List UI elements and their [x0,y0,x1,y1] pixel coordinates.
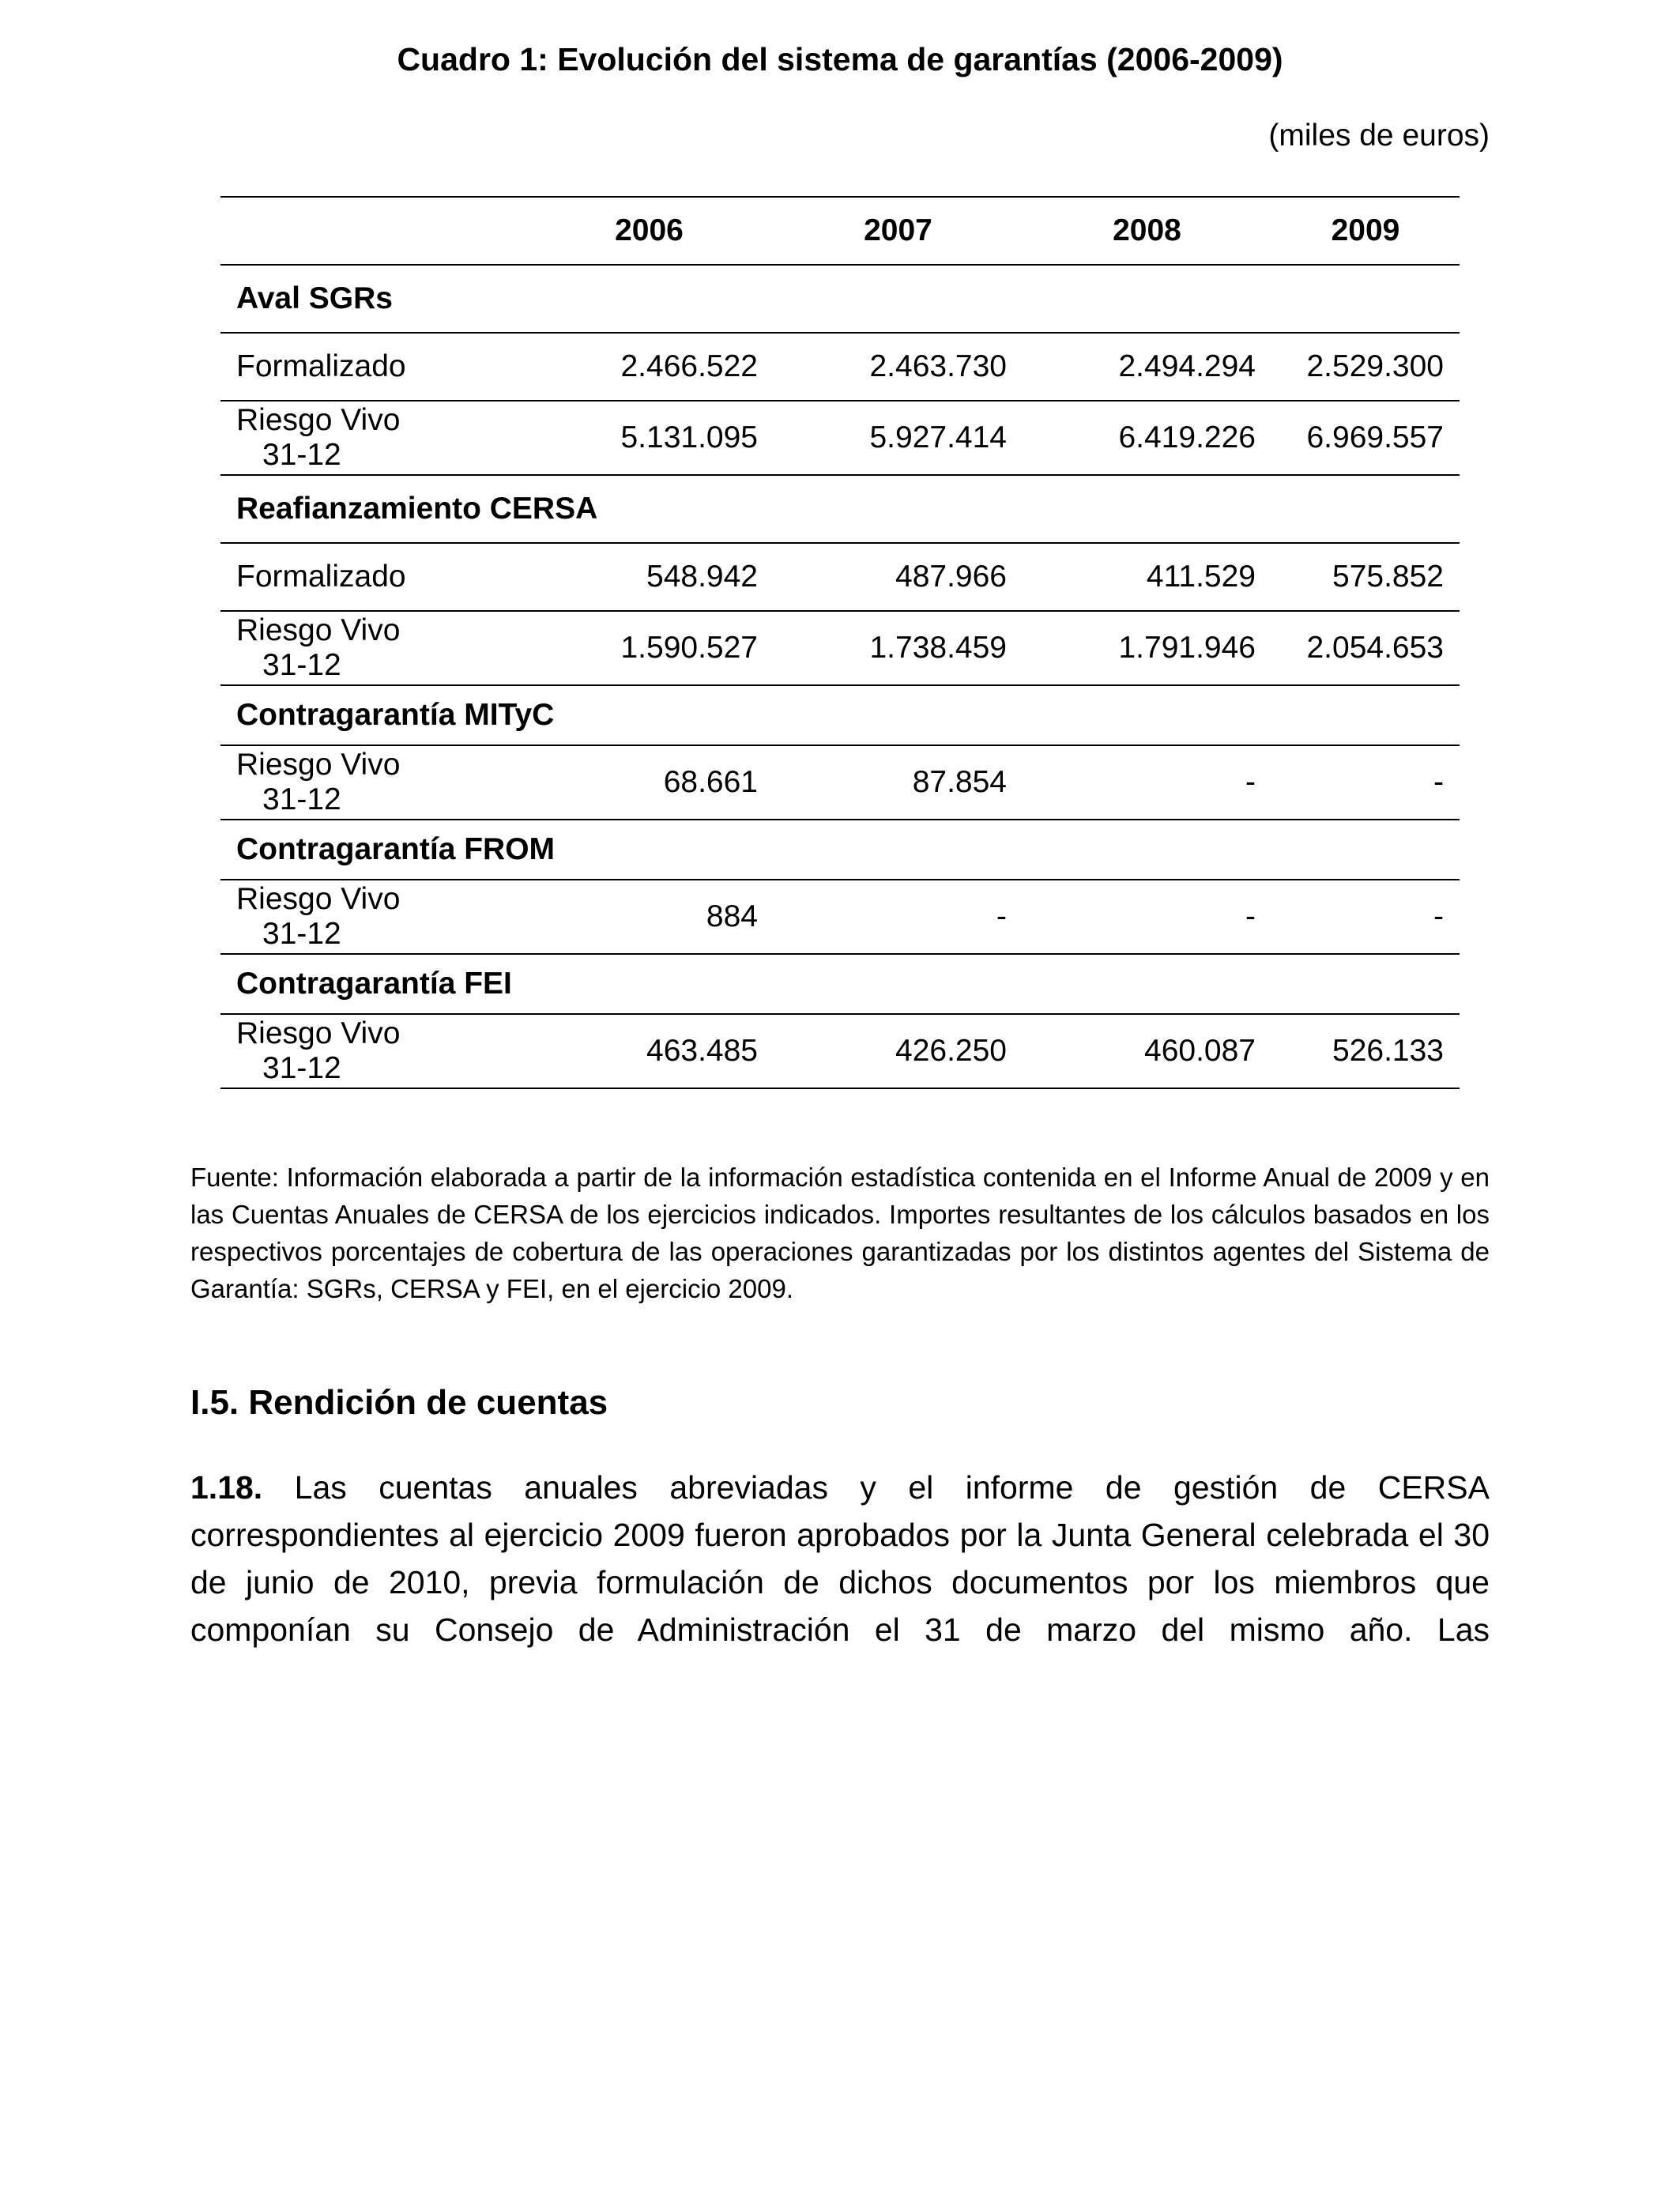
section-row [220,475,1460,543]
value-cell: 5.927.414 [774,401,1023,475]
value-cell: 68.661 [525,745,774,820]
value-cell: 460.087 [1023,1014,1271,1088]
value-cell: 5.131.095 [525,401,774,475]
row-label-date: 31-12 [262,648,341,682]
row-label-cell [220,401,525,475]
value-cell: - [1023,880,1271,954]
section-row [220,954,1460,1014]
table-row [220,543,1460,611]
value-cell: 6.419.226 [1023,401,1271,475]
table-row [220,880,1460,954]
section-row [220,685,1460,745]
value-cell: 548.942 [525,543,774,611]
section-heading: I.5. Rendición de cuentas [190,1383,608,1422]
header-year: 2008 [1023,197,1271,265]
row-label: Formalizado [236,560,406,594]
row-label: Formalizado [236,349,406,383]
table-title: Cuadro 1: Evolución del sistema de garantías (2006-2009) [397,41,1283,77]
value-cell: 426.250 [774,1014,1023,1088]
table-header-row [220,197,1460,265]
value-cell: - [1023,745,1271,820]
header-year: 2006 [525,197,774,265]
value-cell: 1.738.459 [774,611,1023,685]
section-row [220,820,1460,880]
section-label: Aval SGRs [220,265,1460,333]
row-label: Riesgo Vivo [236,882,401,916]
value-cell: 884 [525,880,774,954]
value-cell: 487.966 [774,543,1023,611]
value-cell: 2.529.300 [1271,333,1460,401]
row-label-cell [220,333,525,401]
row-label-date: 31-12 [262,917,341,951]
value-cell: 2.463.730 [774,333,1023,401]
row-label-cell [220,880,525,954]
guarantee-table-container [220,196,1460,1089]
header-year: 2007 [774,197,1023,265]
row-label-cell [220,1014,525,1088]
row-label-date: 31-12 [262,438,341,472]
table-row [220,611,1460,685]
guarantee-table [220,196,1460,1089]
value-cell: - [774,880,1023,954]
row-label-date: 31-12 [262,782,341,816]
header-year: 2009 [1271,197,1460,265]
header-empty-cell [220,197,525,265]
table-row [220,1014,1460,1088]
value-cell: 87.854 [774,745,1023,820]
value-cell: 526.133 [1271,1014,1460,1088]
paragraph-text: Las cuentas anuales abreviadas y el informe de gestión de CERSA correspondientes al ejercicio 2009 fueron aprobados por la Junta General celebrada el 30 de junio de 2010, previa formulación de dichos documentos por los miembros que componían su Consejo de Administración el 31 de marzo del mismo año. Las [190,1469,1490,1648]
row-label-date: 31-12 [262,1051,341,1085]
table-row [220,745,1460,820]
table-row [220,401,1460,475]
units-label: (miles de euros) [1268,119,1490,153]
table-body [220,197,1460,1088]
value-cell: - [1271,880,1460,954]
section-label: Contragarantía MITyC [220,685,1460,745]
value-cell: 575.852 [1271,543,1460,611]
row-label-cell [220,611,525,685]
value-cell: - [1271,745,1460,820]
value-cell: 2.466.522 [525,333,774,401]
row-label-cell [220,543,525,611]
row-label: Riesgo Vivo [236,748,401,782]
section-row [220,265,1460,333]
section-label: Contragarantía FROM [220,820,1460,880]
value-cell: 463.485 [525,1014,774,1088]
row-label: Riesgo Vivo [236,403,401,437]
section-label: Reafianzamiento CERSA [220,475,1460,543]
value-cell: 1.791.946 [1023,611,1271,685]
paragraph-number: 1.18. [190,1469,263,1506]
table-row [220,333,1460,401]
row-label-cell [220,745,525,820]
value-cell: 6.969.557 [1271,401,1460,475]
body-paragraph [190,1464,1490,1653]
section-label: Contragarantía FEI [220,954,1460,1014]
row-label: Riesgo Vivo [236,613,401,647]
value-cell: 2.494.294 [1023,333,1271,401]
value-cell: 1.590.527 [525,611,774,685]
value-cell: 2.054.653 [1271,611,1460,685]
source-note: Fuente: Información elaborada a partir de la información estadística contenida en el Informe Anual de 2009 y en las Cuentas Anuales de CERSA de los ejercicios indicados. Importes resultantes de los cálculos basados en los respectivos porcentajes de cobertura de las operaciones garantizadas por los distintos agentes del Sistema de Garantía: SGRs, CERSA y FEI, en el ejercicio 2009. [190,1163,1490,1303]
value-cell: 411.529 [1023,543,1271,611]
row-label: Riesgo Vivo [236,1016,401,1050]
